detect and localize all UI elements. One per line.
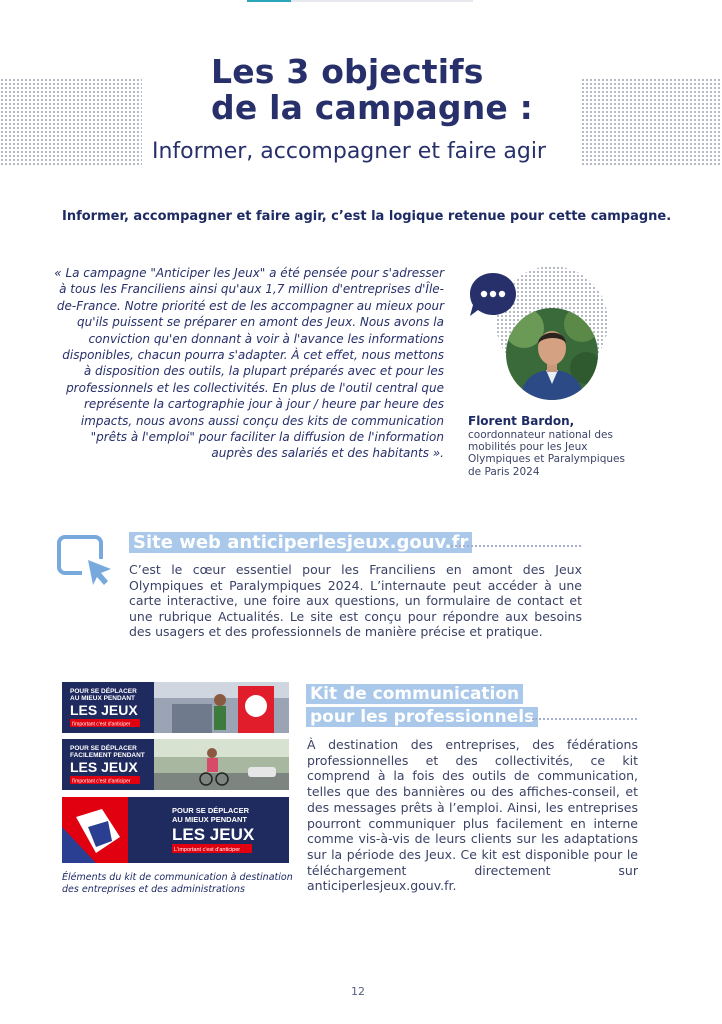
kit-title-line-2: pour les professionnels <box>306 707 538 727</box>
quote-text: « La campagne "Anticiper les Jeux" a été pensée pour s'adresser à tous les Franciliens ainsi qu'aux 1,7 million d'entreprises d'Île-de-France. Notre priorité est de les accompagner au mieux pour qu'ils puissent se préparer en amont des Jeux. Nous avons la conviction qu'en donnant à voir à l'avance les informations disponibles, chacun pourra s'adapter. À cet effet, nous mettons à disposition des outils, la plupart préparés avec et pour les professionnels et les collectivités. En plus de l'outil central que représente la cartographie jour à jour / heure par heure des impacts, nous avons aussi conçu des kits de communication "prêts à l'emploi" pour faciliter la diffusion de l'information auprès des salariés et des habitants ». <box>54 266 444 461</box>
kit-banner-3 <box>62 797 289 863</box>
banner-1-line-3: LES JEUX <box>70 702 138 718</box>
title-line-1: Les 3 objectifs <box>211 52 484 91</box>
kit-banner-2 <box>62 739 289 790</box>
kit-section-title <box>306 683 538 729</box>
banner-3-line-4: L'important c'est d'anticiper <box>174 847 241 853</box>
title-line-2: de la campagne : <box>211 88 534 127</box>
website-title-dotted-line <box>451 545 581 547</box>
banner-1-line-1: POUR SE DÉPLACER <box>70 688 137 695</box>
page-title <box>211 54 533 126</box>
dot-pattern-left <box>0 78 142 166</box>
banner-2-line-2: FACILEMENT PENDANT <box>70 752 145 759</box>
page-subtitle: Informer, accompagner et faire agir <box>152 139 546 164</box>
banner-3-line-2: AU MIEUX PENDANT <box>172 815 248 824</box>
website-section-title <box>129 531 472 555</box>
speech-bubble-icon <box>468 270 518 320</box>
kit-description: À destination des entreprises, des fédérations professionnelles et des collectivités, ce kit comprend à la fois des outils de communication, telles que des bannières ou des affiches-conseil, et des messages prêts à l’emploi. Ainsi, les entreprises pourront communiquer plus facilement en interne comme vis-à-vis de leurs clients sur les adaptations sur la période des Jeux. Ce kit est disponible pour le téléchargement directement sur anticiperlesjeux.gouv.fr. <box>307 737 638 894</box>
page-number: 12 <box>351 985 365 998</box>
cursor-window-icon <box>56 535 114 587</box>
kit-title-dotted-line <box>532 718 637 720</box>
banner-3-line-3: LES JEUX <box>172 825 255 844</box>
banner-2-line-1: POUR SE DÉPLACER <box>70 745 137 752</box>
kit-caption: Éléments du kit de communication à destination des entreprises et des administrations <box>62 872 293 895</box>
banner-2-line-4: l'important c'est d'anticiper <box>72 778 131 785</box>
banner-2-line-3: LES JEUX <box>70 759 138 775</box>
portrait-photo <box>506 308 598 400</box>
top-rule-accent <box>247 0 291 2</box>
kit-banner-1 <box>62 682 289 733</box>
kit-title-line-1: Kit de communication <box>306 684 523 704</box>
person-name: Florent Bardon, <box>468 414 575 428</box>
banner-3-line-1: POUR SE DÉPLACER <box>172 806 250 815</box>
intro-text: Informer, accompagner et faire agir, c’est la logique retenue pour cette campagne. <box>62 209 672 224</box>
website-description: C’est le cœur essentiel pour les Franciliens en amont des Jeux Olympiques et Paralympiques 2024. L’internaute peut accéder à une carte interactive, une foire aux questions, un formulaire de contact et une rubrique Actualités. Le site est conçu pour répondre aux besoins des usagers et des professionnels de manière précise et pratique. <box>129 562 582 640</box>
website-title: Site web anticiperlesjeux.gouv.fr <box>129 532 472 553</box>
banner-1-line-2: AU MIEUX PENDANT <box>70 695 136 702</box>
banner-1-line-4: l'important c'est d'anticiper <box>72 721 131 728</box>
person-role: coordonnateur national des mobilités pour les Jeux Olympiques et Paralympiques de Paris 2024 <box>468 429 625 478</box>
dot-pattern-right <box>581 78 722 166</box>
